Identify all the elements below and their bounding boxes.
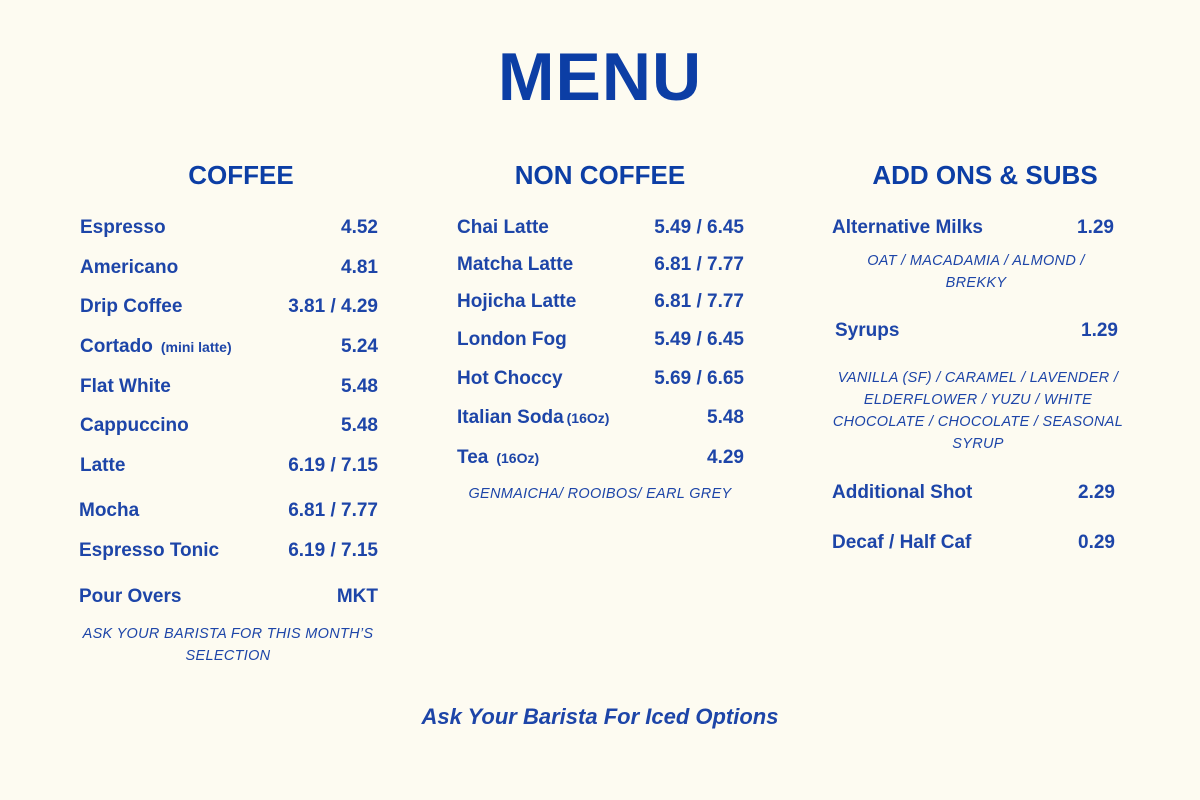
non-coffee-item-london-fog	[457, 329, 567, 351]
add-on-price-decaf-half-caf: 0.29	[1078, 532, 1115, 553]
tea-note: GENMAICHA/ ROOIBOS/ EARL GREY	[468, 486, 732, 502]
non-coffee-price-london-fog: 5.49 / 6.45	[654, 329, 744, 350]
coffee-price-latte: 6.19 / 7.15	[288, 455, 378, 476]
non-coffee-item-tea	[457, 447, 539, 469]
coffee-item-espresso-tonic	[79, 540, 219, 562]
non-coffee-price-chai-latte: 5.49 / 6.45	[654, 217, 744, 238]
non-coffee-item-name: Matcha Latte	[457, 254, 574, 275]
coffee-item-name: Latte	[80, 455, 126, 476]
coffee-item-name: Flat White	[80, 376, 171, 397]
coffee-price-espresso: 4.52	[341, 217, 378, 238]
add-on-item-name: Alternative Milks	[832, 217, 983, 238]
coffee-item-mocha	[79, 500, 139, 522]
italian-soda-size-note: (16Oz)	[566, 410, 610, 426]
coffee-price-americano: 4.81	[341, 257, 378, 278]
coffee-price-mocha: 6.81 / 7.77	[288, 500, 378, 521]
coffee-item-latte	[80, 455, 125, 477]
non-coffee-item-name: Chai Latte	[457, 217, 549, 238]
non-coffee-price-italian-soda: 5.48	[707, 407, 744, 428]
coffee-item-pour-overs	[79, 586, 181, 608]
add-on-price-alternative-milks: 1.29	[1077, 217, 1114, 238]
coffee-item-name: Mocha	[79, 500, 140, 521]
coffee-item-cortado	[80, 336, 232, 358]
coffee-price-cappuccino: 5.48	[341, 415, 378, 436]
coffee-price-espresso-tonic: 6.19 / 7.15	[288, 540, 378, 561]
non-coffee-price-hot-choccy: 5.69 / 6.65	[654, 368, 744, 389]
add-ons-heading: ADD ONS & SUBS	[872, 160, 1098, 190]
coffee-item-name: Americano	[80, 257, 179, 278]
add-on-price-additional-shot: 2.29	[1078, 482, 1115, 503]
non-coffee-item-matcha-latte	[457, 254, 573, 276]
non-coffee-item-italian-soda	[457, 407, 609, 429]
non-coffee-item-hojicha-latte	[457, 291, 576, 313]
coffee-item-drip-coffee	[80, 296, 182, 318]
coffee-price-pour-overs: MKT	[336, 586, 378, 607]
coffee-item-name: Pour Overs	[79, 586, 182, 607]
syrups-note: VANILLA (SF) / CARAMEL / LAVENDER / ELDERFLOWER / YUZU / WHITE CHOCOLATE / CHOCOLATE / SEASONAL SYRUP	[832, 370, 1124, 452]
non-coffee-price-hojicha-latte: 6.81 / 7.77	[654, 291, 744, 312]
pour-overs-note: ASK YOUR BARISTA FOR THIS MONTH’S SELECTION	[82, 626, 374, 664]
add-on-item-alternative-milks	[832, 217, 983, 239]
iced-options-footer: Ask Your Barista For Iced Options	[421, 704, 779, 729]
coffee-item-americano	[80, 257, 178, 279]
non-coffee-item-name: London Fog	[457, 329, 567, 350]
menu-title: MENU	[497, 39, 703, 115]
add-on-item-additional-shot	[832, 482, 972, 504]
add-on-item-decaf-half-caf	[832, 532, 971, 554]
non-coffee-item-name: Italian Soda	[457, 407, 564, 428]
coffee-price-drip-coffee: 3.81 / 4.29	[288, 296, 378, 317]
coffee-price-flat-white: 5.48	[341, 376, 378, 397]
non-coffee-price-matcha-latte: 6.81 / 7.77	[654, 254, 744, 275]
coffee-item-flat-white	[80, 376, 171, 398]
coffee-item-name: Cappuccino	[80, 415, 189, 436]
non-coffee-item-name: Tea	[457, 447, 489, 468]
non-coffee-heading: NON COFFEE	[514, 160, 686, 190]
coffee-heading: COFFEE	[188, 160, 294, 190]
coffee-item-name: Espresso	[80, 217, 166, 238]
coffee-item-name: Cortado	[80, 336, 153, 357]
add-on-item-syrups	[835, 320, 899, 342]
coffee-item-cappuccino	[80, 415, 189, 437]
add-on-item-name: Additional Shot	[832, 482, 973, 503]
cortado-note: (mini latte)	[160, 339, 232, 355]
add-on-item-name: Decaf / Half Caf	[832, 532, 972, 553]
add-on-price-syrups: 1.29	[1081, 320, 1118, 341]
tea-size-note: (16Oz)	[496, 450, 540, 466]
coffee-item-name: Espresso Tonic	[79, 540, 220, 561]
non-coffee-item-hot-choccy	[457, 368, 563, 390]
non-coffee-price-tea: 4.29	[707, 447, 744, 468]
coffee-item-espresso	[80, 217, 166, 239]
coffee-item-name: Drip Coffee	[80, 296, 183, 317]
coffee-price-cortado: 5.24	[341, 336, 378, 357]
add-on-item-name: Syrups	[835, 320, 900, 341]
non-coffee-item-name: Hojicha Latte	[457, 291, 577, 312]
milks-note: OAT / MACADAMIA / ALMOND / BREKKY	[867, 253, 1085, 291]
non-coffee-item-name: Hot Choccy	[457, 368, 563, 389]
non-coffee-item-chai-latte	[457, 217, 549, 239]
